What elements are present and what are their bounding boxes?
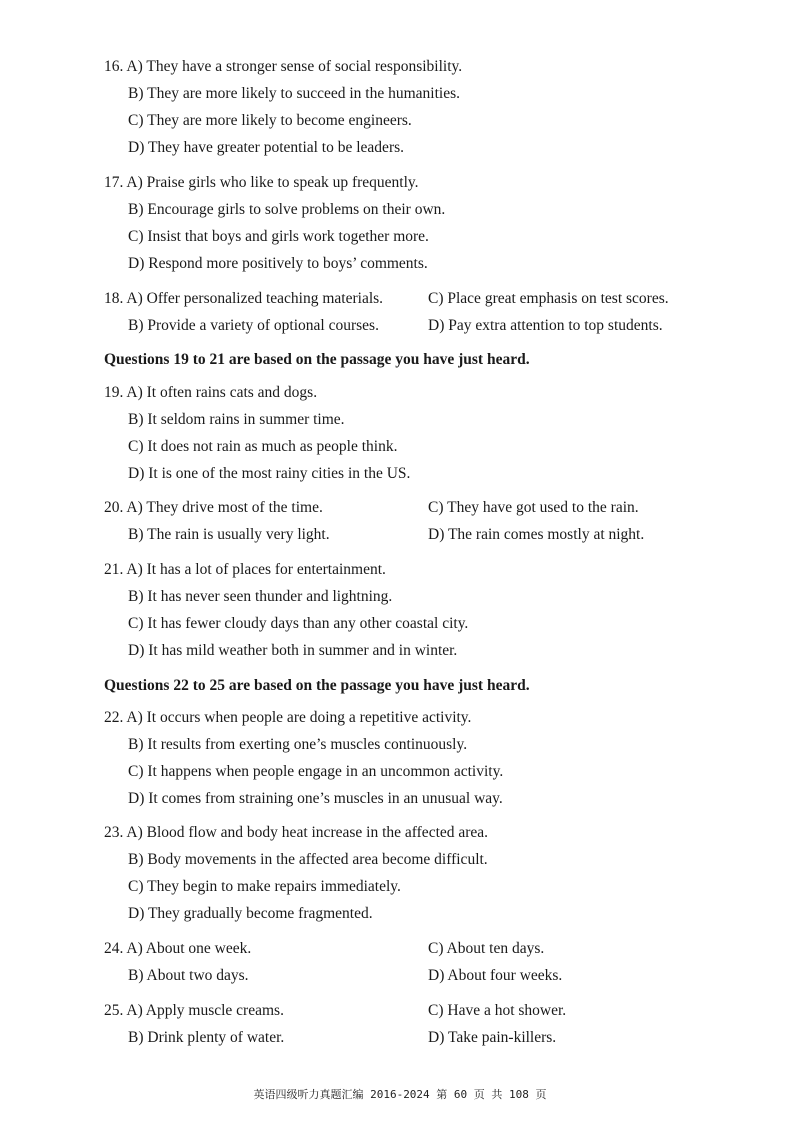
q25-option-b: B) Drink plenty of water. (128, 1029, 285, 1046)
q20-option-c: C) They have got used to the rain. (428, 499, 639, 516)
q22-option-b: B) It results from exerting one’s muscles continuously. (128, 736, 468, 753)
q20-option-a: 20. A) They drive most of the time. (104, 499, 323, 516)
q18-option-a: 18. A) Offer personalized teaching materials. (104, 290, 384, 307)
q20-option-d: D) The rain comes mostly at night. (428, 526, 645, 543)
q24-option-b: B) About two days. (128, 967, 249, 984)
q17-option-b: B) Encourage girls to solve problems on their own. (128, 201, 446, 218)
q18-option-b: B) Provide a variety of optional courses. (128, 317, 379, 334)
q16-option-d: D) They have greater potential to be leaders. (128, 139, 405, 156)
q19-option-c: C) It does not rain as much as people think. (128, 438, 398, 455)
q17-option-d: D) Respond more positively to boys’ comments. (128, 255, 428, 272)
q25-option-d: D) Take pain-killers. (428, 1029, 557, 1046)
q24-option-c: C) About ten days. (428, 940, 545, 957)
q16-option-a: 16. A) They have a stronger sense of social responsibility. (104, 58, 463, 75)
q18-option-d: D) Pay extra attention to top students. (428, 317, 663, 334)
q17-option-c: C) Insist that boys and girls work together more. (128, 228, 429, 245)
section-heading-19-21: Questions 19 to 21 are based on the passage you have just heard. (104, 351, 530, 368)
q16-option-b: B) They are more likely to succeed in the humanities. (128, 85, 461, 102)
q19-option-d: D) It is one of the most rainy cities in the US. (128, 465, 411, 482)
page-footer: 英语四级听力真题汇编 2016-2024 第 60 页 共 108 页 (253, 1088, 547, 1101)
q21-option-b: B) It has never seen thunder and lightning. (128, 588, 393, 605)
q21-option-d: D) It has mild weather both in summer and in winter. (128, 642, 458, 659)
q19-option-b: B) It seldom rains in summer time. (128, 411, 345, 428)
q23-option-c: C) They begin to make repairs immediately. (128, 878, 401, 895)
q22-option-d: D) It comes from straining one’s muscles in an unusual way. (128, 790, 503, 807)
q17-option-a: 17. A) Praise girls who like to speak up frequently. (104, 174, 419, 191)
q18-option-c: C) Place great emphasis on test scores. (428, 290, 669, 307)
q24-option-a: 24. A) About one week. (104, 940, 252, 957)
q22-option-c: C) It happens when people engage in an uncommon activity. (128, 763, 504, 780)
section-heading-22-25: Questions 22 to 25 are based on the passage you have just heard. (104, 677, 530, 694)
q23-option-a: 23. A) Blood flow and body heat increase in the affected area. (104, 824, 489, 841)
q16-option-c: C) They are more likely to become engineers. (128, 112, 412, 129)
q20-option-b: B) The rain is usually very light. (128, 526, 330, 543)
q22-option-a: 22. A) It occurs when people are doing a repetitive activity. (104, 709, 472, 726)
q21-option-c: C) It has fewer cloudy days than any other coastal city. (128, 615, 469, 632)
q23-option-b: B) Body movements in the affected area become difficult. (128, 851, 488, 868)
q19-option-a: 19. A) It often rains cats and dogs. (104, 384, 318, 401)
q25-option-a: 25. A) Apply muscle creams. (104, 1002, 284, 1019)
q24-option-d: D) About four weeks. (428, 967, 563, 984)
q25-option-c: C) Have a hot shower. (428, 1002, 567, 1019)
q21-option-a: 21. A) It has a lot of places for entertainment. (104, 561, 386, 578)
q23-option-d: D) They gradually become fragmented. (128, 905, 373, 922)
